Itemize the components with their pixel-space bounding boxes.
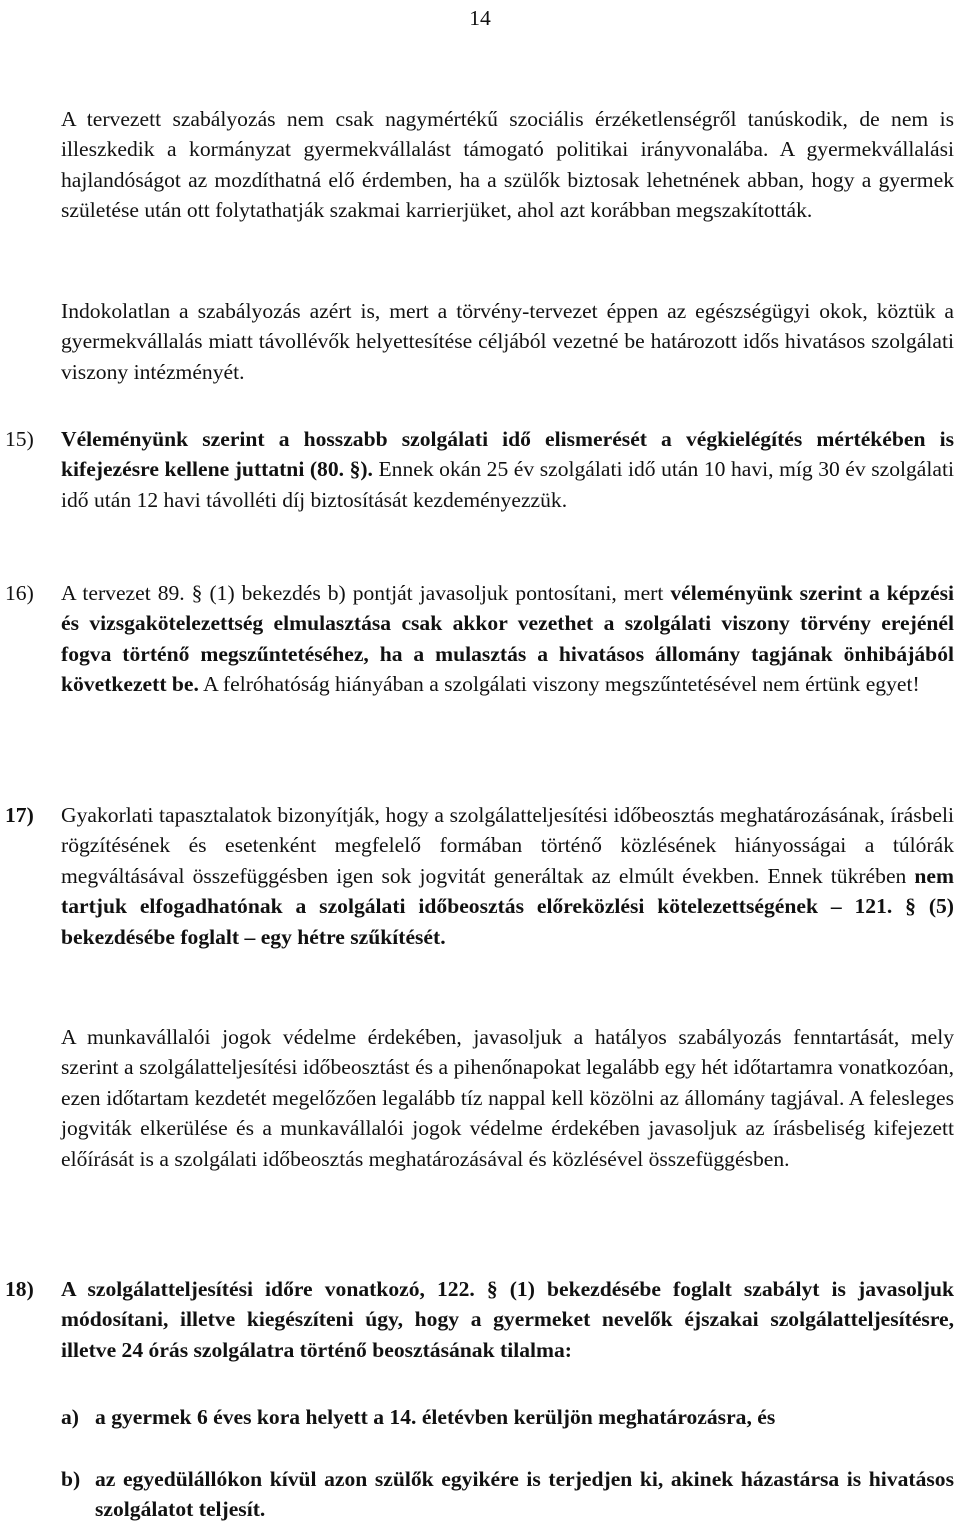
- item-number: 17): [5, 803, 34, 827]
- item-bold-text: Véleményünk szerint a hosszabb szolgálati idő elismerését a végkielégítés mértékében is kifejezésre kellene juttatni (80. §).: [61, 427, 954, 482]
- page-number: 14: [469, 6, 491, 30]
- item-body: [61, 800, 954, 952]
- item-body: [61, 424, 954, 515]
- list-item-18: [0, 1274, 954, 1365]
- sub-item-letter: b): [61, 1467, 81, 1491]
- item-text: Gyakorlati tapasztalatok bizonyítják, hogy a szolgálatteljesítési időbeosztás meghatározásának, írásbeli rögzítésének és esetenként megfelelő formában történő közlésének hiányosságai a túlórák megváltásával összefüggésben igen sok jogvitát generáltak az elmúlt években. Ennek tükrében: [61, 803, 954, 888]
- item-number: 18): [5, 1277, 34, 1301]
- item-bold-text: véleményünk szerint a képzési és vizsgakötelezettség elmulasztása csak akkor vezethet a szolgálati viszony törvény erejénél fogva történő megszűntetéséhez, ha a mulasztás a hivatásos állomány tagjának önhibájából következett be.: [61, 581, 954, 697]
- sub-item-a: [61, 1402, 954, 1432]
- sub-item-text: az egyedülállókon kívül azon szülők egyikére is terjedjen ki, akinek házastársa is hivatásos szolgálatot teljesít.: [95, 1467, 954, 1522]
- item-body: [61, 578, 954, 700]
- item-number: 16): [5, 581, 34, 605]
- paragraph-proposal: A munkavállalói jogok védelme érdekében, javasoljuk a hatályos szabályozás fenntartását, mely szerint a szolgálatteljesítési időbeosztást és a pihenőnapokat legalább egy hét időtartamra vonatkozóan, ezen időtartam kezdetét megelőzően legalább tíz nappal kell közölni az állomány tagjával. A felesleges jogviták elkerülése és a munkavállalói jogok védelme érdekében javasoljuk az írásbeliség kifejezett előírását is a szolgálati időbeosztás meghatározásával és közlésével összefüggésben.: [61, 1025, 954, 1171]
- item-number: 15): [5, 427, 34, 451]
- sub-item-text: a gyermek 6 éves kora helyett a 14. életévben kerüljön meghatározásra, és: [95, 1405, 776, 1429]
- list-item-15: [0, 424, 954, 515]
- item-text: A felróhatóság hiányában a szolgálati viszony megszűntetésével nem értünk egyet!: [198, 672, 920, 697]
- sub-item-letter: a): [61, 1405, 79, 1429]
- paragraph-justification: Indokolatlan a szabályozás azért is, mert a törvény-tervezet éppen az egészségügyi okok, köztük a gyermekvállalás miatt távollévők helyettesítése céljából vezetné be határozott idős hivatásos szolgálati viszony intézményét.: [61, 299, 954, 384]
- item-text: A tervezet 89. § (1) bekezdés b) pontját javasoljuk pontosítani, mert: [61, 581, 671, 605]
- item-text: Ennek okán 25 év szolgálati idő után 10 havi, míg 30 év szolgálati idő után 12 havi távolléti díj biztosítását kezdeményezzük.: [61, 457, 954, 512]
- list-item-17: [0, 800, 954, 952]
- item-bold-text: A szolgálatteljesítési időre vonatkozó, 122. § (1) bekezdésébe foglalt szabályt is javasoljuk módosítani, illetve kiegészíteni úgy, hogy a gyermeket nevelők éjszakai szolgálatteljesítésre, illetve 24 órás szolgálatra történő beosztásának tilalma:: [61, 1277, 954, 1362]
- sub-item-b: [61, 1464, 954, 1525]
- item-bold-text: nem tartjuk elfogadhatónak a szolgálati időbeosztás előreközlési kötelezettségének – 121. § (5) bekezdésébe foglalt – egy hétre szűkítését.: [61, 863, 954, 949]
- list-item-16: [0, 578, 954, 700]
- paragraph-intro: A tervezett szabályozás nem csak nagymértékű szociális érzéketlenségről tanúskodik, de nem is illeszkedik a kormányzat gyermekvállalást támogató politikai irányvonalába. A gyermekvállalási hajlandóságot az mozdíthatná elő érdemben, ha a szülők biztosak lehetnének abban, hogy a gyermek születése után ott folytathatják szakmai karrierjüket, ahol azt korábban megszakították.: [61, 107, 954, 223]
